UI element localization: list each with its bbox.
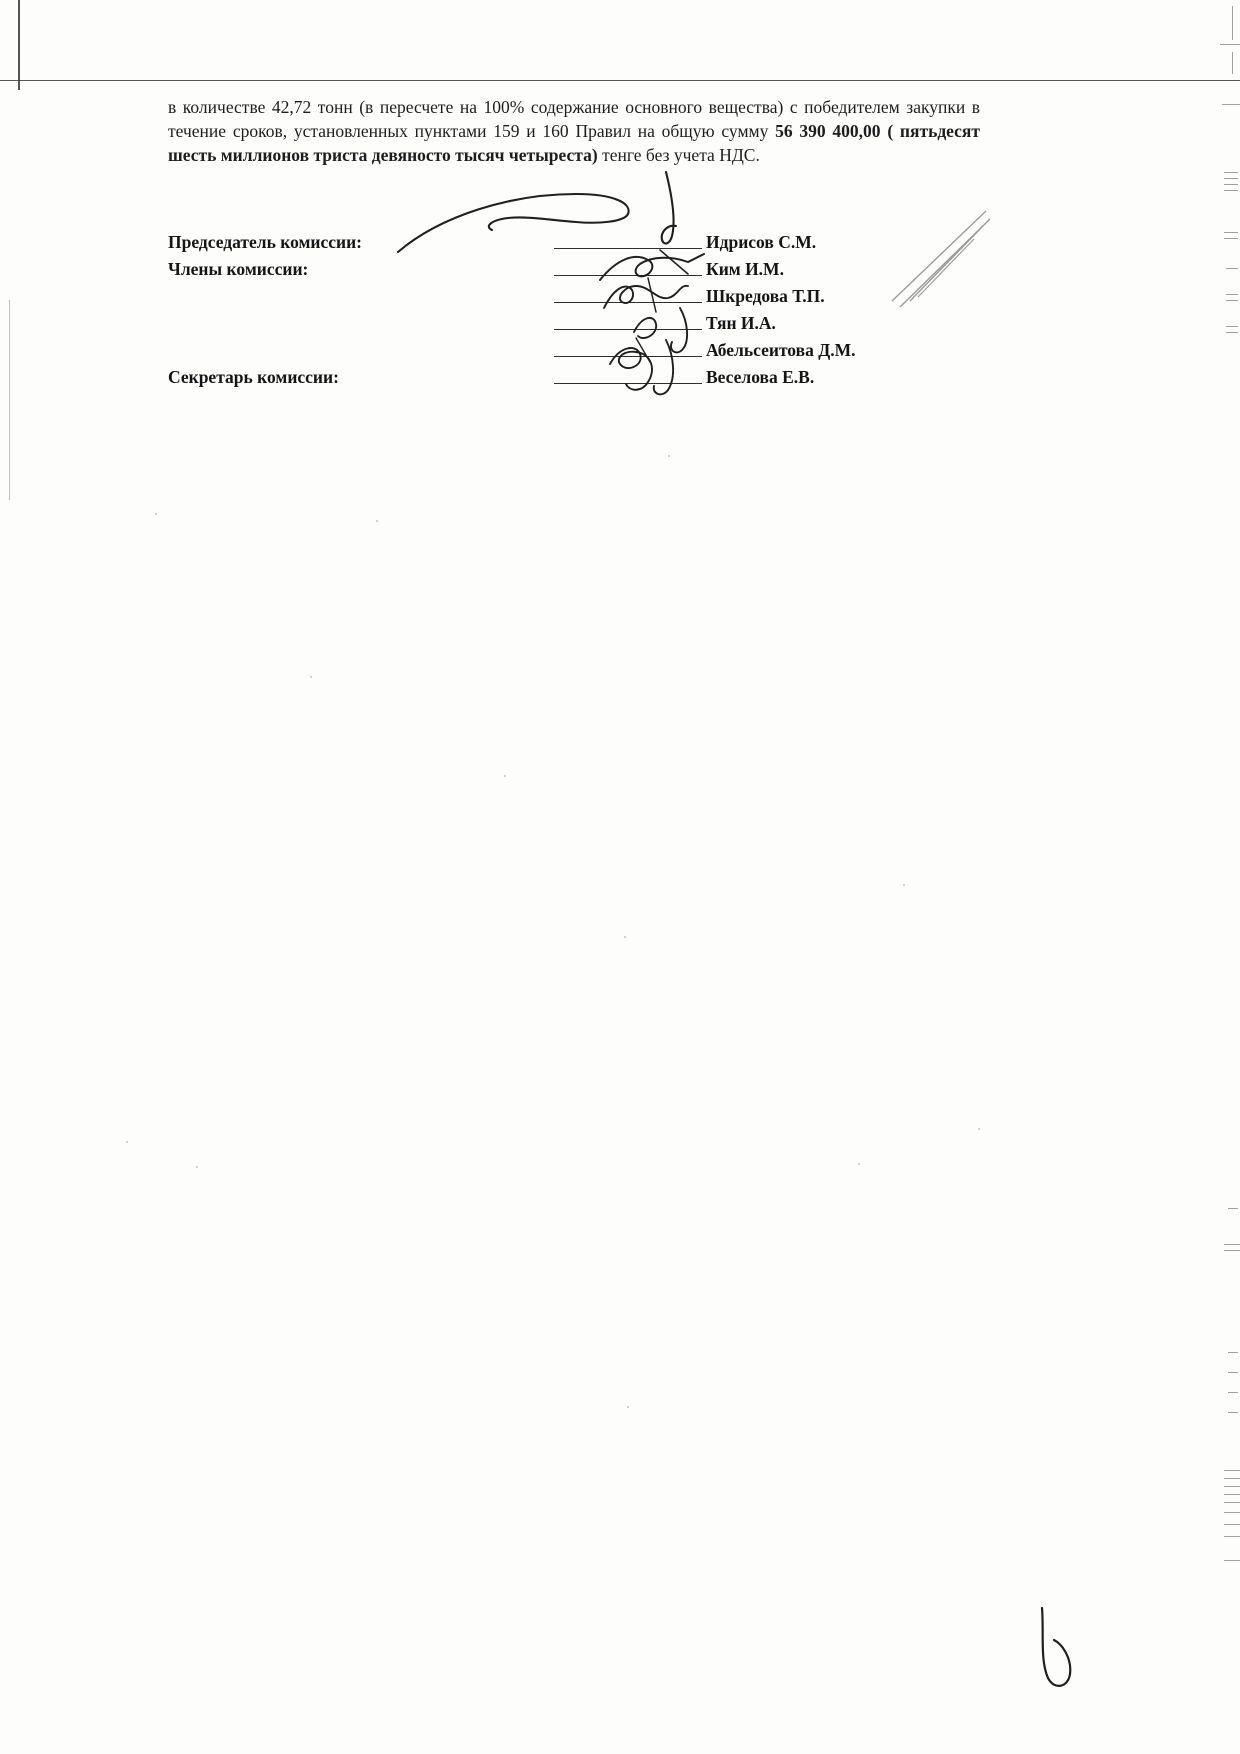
signature-name-shkredova: Шкредова Т.П. bbox=[706, 286, 825, 306]
signature-row bbox=[168, 286, 980, 313]
signature-line bbox=[554, 356, 702, 357]
scan-speck bbox=[858, 1163, 860, 1165]
scan-artifact-right-marks bbox=[1180, 0, 1240, 1754]
signature-line bbox=[554, 383, 702, 384]
signature-name-kim: Ким И.М. bbox=[706, 259, 784, 279]
signature-row bbox=[168, 340, 980, 367]
scan-artifact-left-line bbox=[18, 0, 20, 90]
document-body-text bbox=[168, 95, 980, 167]
handwritten-mark-bottom bbox=[1020, 1600, 1090, 1700]
body-line-1: в количестве 42,72 тонн (в пересчете на 100% содержание основного вещества) с победителем bbox=[168, 97, 900, 117]
signature-line bbox=[554, 329, 702, 330]
signature-line bbox=[554, 248, 702, 249]
scan-speck bbox=[504, 775, 506, 777]
body-line-3-tail: тенге без bbox=[597, 145, 670, 165]
scan-speck bbox=[196, 1166, 198, 1168]
scan-speck bbox=[310, 676, 312, 678]
signature-name-tyan: Тян И.А. bbox=[706, 313, 776, 333]
signature-block bbox=[168, 232, 980, 394]
signature-line bbox=[554, 302, 702, 303]
signature-row bbox=[168, 232, 980, 259]
signature-role-chairman: Председатель комиссии: bbox=[168, 232, 363, 252]
signature-name-veselova: Веселова Е.В. bbox=[706, 367, 815, 387]
signature-name-idrisov: Идрисов С.М. bbox=[706, 232, 817, 252]
signature-row bbox=[168, 259, 980, 286]
scan-speck bbox=[126, 1141, 128, 1143]
signature-row bbox=[168, 367, 980, 394]
signature-role-secretary: Секретарь комиссии: bbox=[168, 367, 339, 387]
signature-line bbox=[554, 275, 702, 276]
scan-speck bbox=[155, 513, 157, 515]
scan-artifact-left-line-lower bbox=[9, 300, 10, 500]
body-line-4: учета НДС. bbox=[673, 145, 760, 165]
signature-name-abelseitova: Абельсеитова Д.М. bbox=[706, 340, 856, 360]
scan-artifact-top-line bbox=[0, 80, 1240, 81]
scan-speck bbox=[978, 1128, 980, 1130]
body-line-3-amount: 56 390 400,00 ( пятьдесят шесть миллионов триста девяносто тысяч четыреста) bbox=[168, 121, 980, 165]
scan-speck bbox=[624, 936, 626, 938]
scan-speck bbox=[376, 520, 378, 522]
signature-role-members: Члены комиссии: bbox=[168, 259, 309, 279]
body-line-2: закупки в течение сроков, установленных пунктами 159 и 160 Правил на общую сумму bbox=[168, 97, 980, 141]
signature-row bbox=[168, 313, 980, 340]
body-paragraph bbox=[168, 95, 980, 167]
scan-speck bbox=[627, 1406, 629, 1408]
scan-speck bbox=[903, 884, 905, 886]
scan-speck bbox=[668, 455, 670, 457]
